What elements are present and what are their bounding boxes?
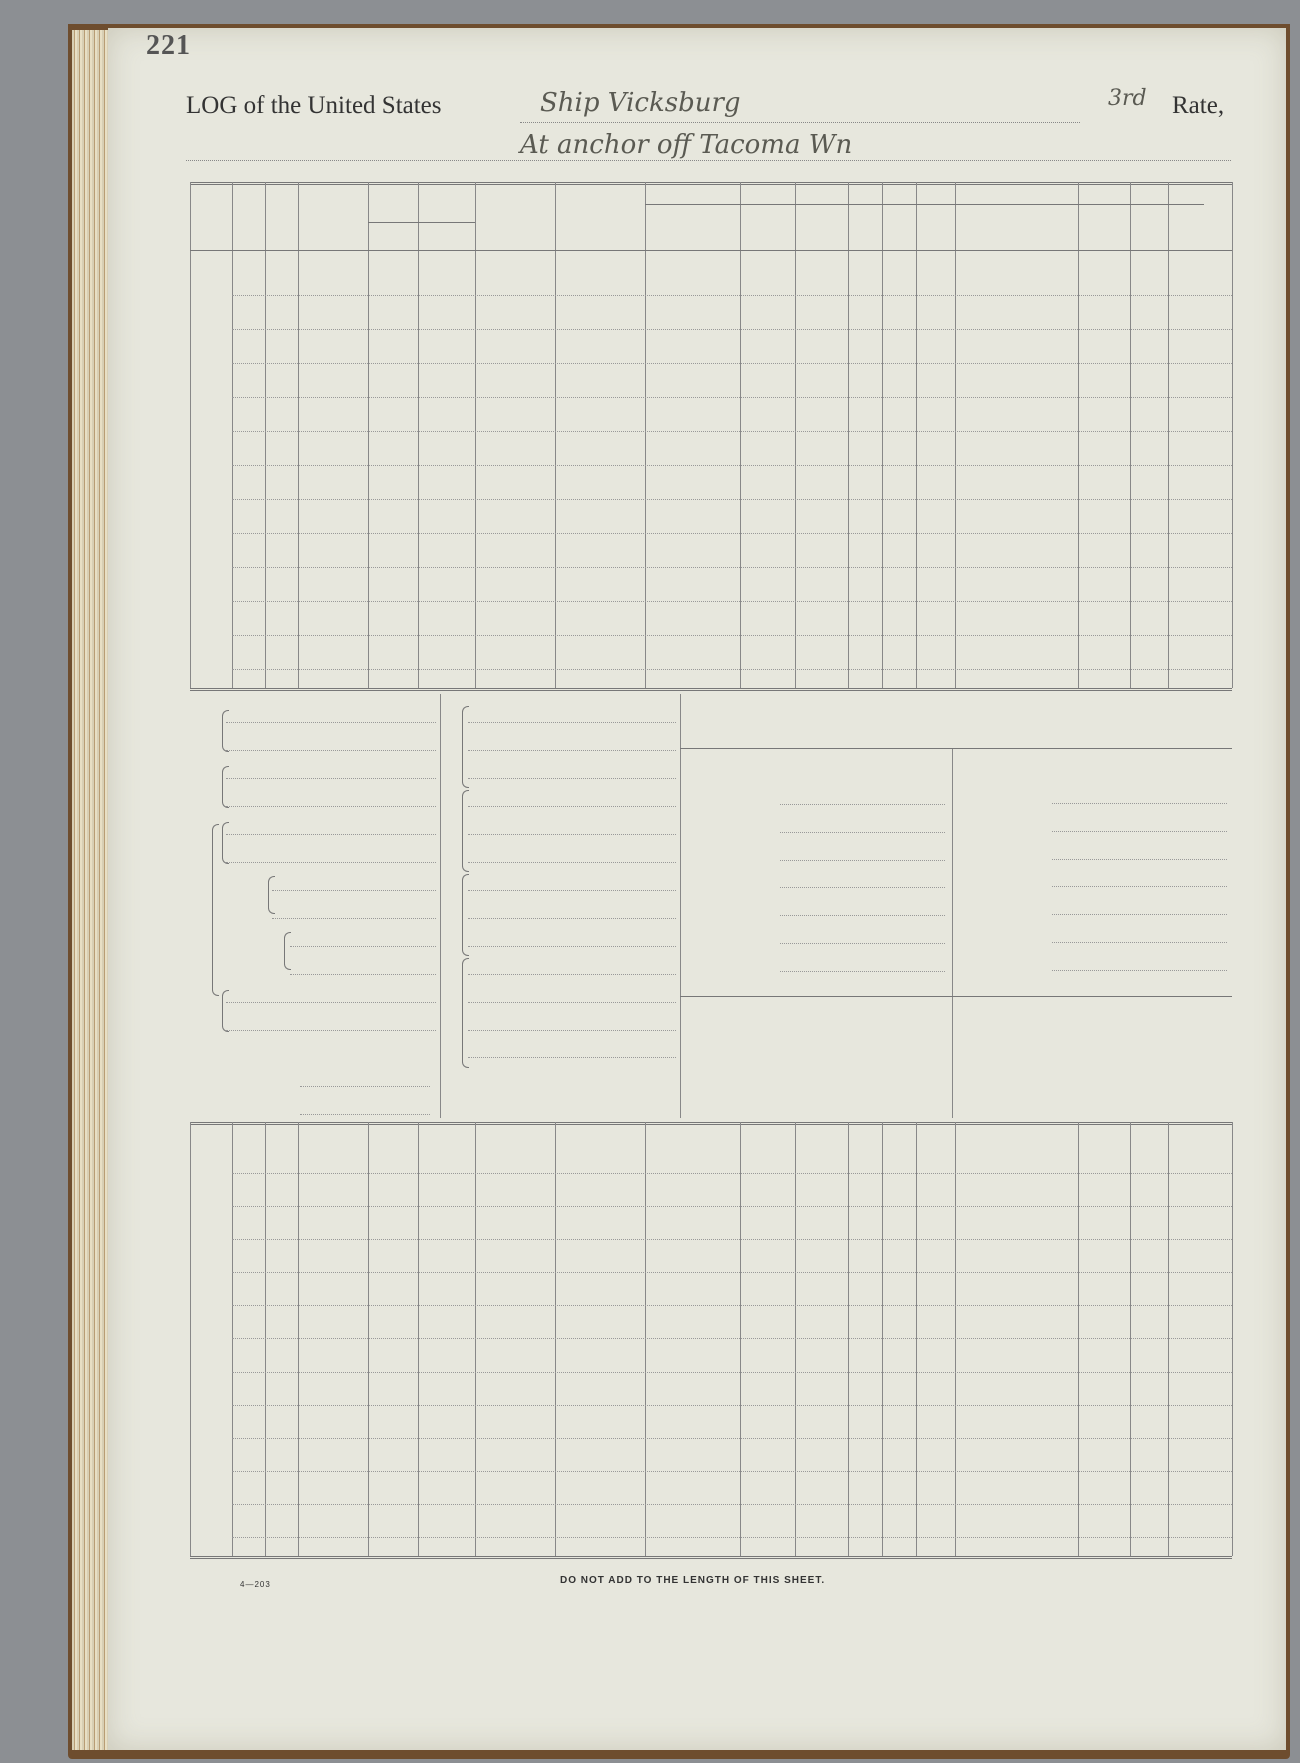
am-col-line-16 [1130, 182, 1131, 688]
mid-divider-2 [680, 694, 681, 1118]
ship-location: At anchor off Tacoma Wn [520, 130, 853, 160]
am-row-rule [232, 329, 1232, 330]
am-col-line-9 [740, 182, 741, 688]
am-row-rule [232, 635, 1232, 636]
ship-name: Ship Vicksburg [540, 88, 741, 118]
position-line [226, 722, 436, 723]
compass-line [468, 722, 676, 723]
compass-line [468, 974, 676, 975]
drill-morning-line [780, 971, 945, 972]
position-brace [222, 766, 229, 808]
drill-morning-line [780, 915, 945, 916]
drill-afternoon-line [1052, 803, 1227, 804]
set-line [272, 890, 436, 891]
compass-line [468, 1002, 676, 1003]
position-line [226, 750, 436, 751]
compass-line [468, 918, 676, 919]
pm-row-rule [232, 1405, 1232, 1406]
am-col-line-13 [916, 182, 917, 688]
position-line [226, 778, 436, 779]
am-col-line-4 [368, 182, 369, 688]
pm-row-rule [232, 1305, 1232, 1306]
am-col-line-3 [298, 182, 299, 688]
am-col-line-1 [232, 182, 233, 688]
distance-line [290, 946, 436, 947]
am-bottom-rule [190, 688, 1232, 691]
drill-morning-line [780, 832, 945, 833]
eight-pm-brace [222, 990, 229, 1032]
position-brace [222, 822, 229, 864]
mid-divider-1 [440, 694, 441, 1118]
compass-brace-coal [462, 790, 469, 872]
log-title-prefix: LOG of the United States [186, 92, 442, 119]
pm-row-rule [232, 1239, 1232, 1240]
position-line [226, 834, 436, 835]
am-row-rule [232, 567, 1232, 568]
compass-line [468, 834, 676, 835]
noon-brace [212, 824, 219, 996]
ship-name-line [520, 122, 1080, 123]
am-col-line-12 [882, 182, 883, 688]
pm-row-rule [232, 1272, 1232, 1273]
am-row-rule [232, 601, 1232, 602]
am-col-line-0 [190, 182, 191, 688]
compass-line [468, 862, 676, 863]
pm-bottom-rule [190, 1556, 1232, 1559]
drill-afternoon-line [1052, 914, 1227, 915]
compass-brace-compass [462, 706, 469, 788]
drill-afternoon-line [1052, 942, 1227, 943]
am-col-line-2 [265, 182, 266, 688]
am-row-rule [232, 431, 1232, 432]
am-row-rule [232, 499, 1232, 500]
drills-divider [952, 748, 953, 1118]
rate-suffix: Rate, [1172, 92, 1225, 119]
compass-line [468, 750, 676, 751]
compass-line [468, 1057, 676, 1058]
am-row-rule [232, 295, 1232, 296]
maximum-line [300, 1086, 430, 1087]
drill-afternoon-line [1052, 831, 1227, 832]
position-line [226, 862, 436, 863]
am-subheader-rule [645, 204, 1204, 205]
pm-row-rule [232, 1438, 1232, 1439]
am-col-line-8 [645, 182, 646, 688]
drill-morning-line [780, 860, 945, 861]
form-number: 4—203 [240, 1580, 271, 1589]
position-line [226, 806, 436, 807]
current-brace [268, 876, 275, 914]
am-top-rule [190, 182, 1232, 185]
compass-line [468, 946, 676, 947]
am-row-rule [232, 363, 1232, 364]
compass-line [468, 890, 676, 891]
drills-title-rule [680, 748, 1232, 749]
am-col-line-14 [955, 182, 956, 688]
length-notice: DO NOT ADD TO THE LENGTH OF THIS SHEET. [560, 1575, 826, 1586]
pm-longitude-line [226, 1030, 436, 1031]
pm-top-rule [190, 1122, 1232, 1125]
compass-brace-fuel_oil [462, 874, 469, 956]
am-row-rule [232, 533, 1232, 534]
drill-afternoon-line [1052, 859, 1227, 860]
pm-row-rule [232, 1537, 1232, 1538]
compass-line [468, 778, 676, 779]
pm-row-rule [232, 1338, 1232, 1339]
am-col-line-17 [1168, 182, 1169, 688]
ship-rate: 3rd [1108, 86, 1147, 111]
drills-bottom-rule [680, 996, 1232, 997]
am-header-rule [190, 250, 1232, 251]
pm-latitude-line [226, 1002, 436, 1003]
pm-row-rule [232, 1372, 1232, 1373]
am-row-rule [232, 465, 1232, 466]
am-col-line-5 [418, 182, 419, 688]
am-col-line-10 [795, 182, 796, 688]
am-col-line-18 [1232, 182, 1233, 688]
page-stack-edge [72, 30, 112, 1750]
am-row-rule [232, 669, 1232, 670]
am-col-line-7 [555, 182, 556, 688]
pm-col-line-0 [190, 1122, 191, 1556]
pm-row-rule [232, 1173, 1232, 1174]
drift-line [272, 918, 436, 919]
drill-morning-line [780, 943, 945, 944]
am-row-rule [232, 397, 1232, 398]
location-line [186, 160, 1231, 161]
drill-afternoon-line [1052, 886, 1227, 887]
compass-line [468, 806, 676, 807]
page-number: 221 [146, 30, 191, 61]
pm-row-rule [232, 1471, 1232, 1472]
log-page [108, 28, 1286, 1750]
position-brace [222, 710, 229, 752]
compass-line [468, 1030, 676, 1031]
am-average-rule [368, 222, 475, 223]
pm-row-rule [232, 1206, 1232, 1207]
am-col-line-6 [475, 182, 476, 688]
drill-morning-line [780, 887, 945, 888]
pm-row-rule [232, 1504, 1232, 1505]
am-col-line-11 [848, 182, 849, 688]
pm-col-line-18 [1232, 1122, 1233, 1556]
made-good-brace [284, 932, 291, 970]
course-line [290, 974, 436, 975]
minimum-line [300, 1114, 430, 1115]
am-col-line-15 [1078, 182, 1079, 688]
drill-morning-line [780, 804, 945, 805]
drill-afternoon-line [1052, 970, 1227, 971]
